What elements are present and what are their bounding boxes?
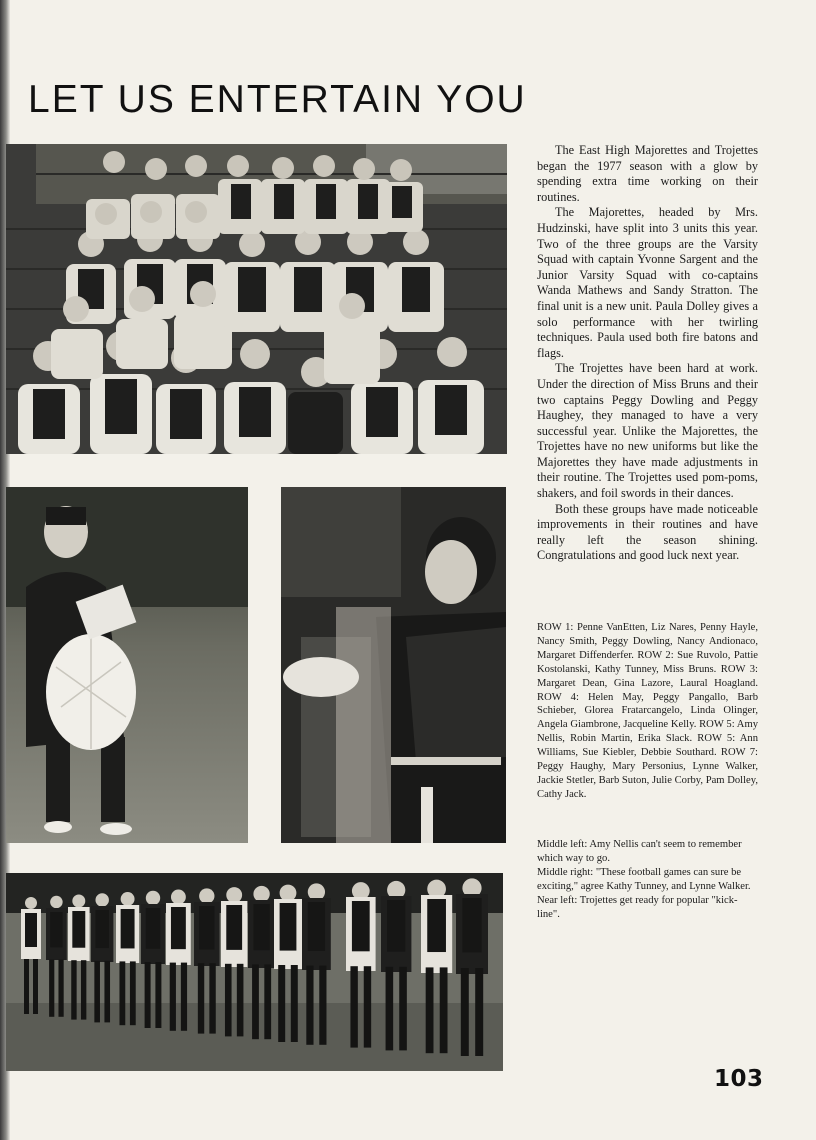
article-paragraph: The Majorettes, headed by Mrs. Hudzinski, have split into 3 units this year. Two of the three groups are the Varsity Squad with captain Yvonne Sargent and the Junior Varsity Squad with co-captains Wanda Mathews and Sandy Stratton. The final unit is a new unit. Paula Dolley gives a solo performance with her twirling techniques. Paula used both fire batons and flags.: [537, 205, 758, 360]
group-photo: [6, 144, 507, 454]
article-paragraph: The East High Majorettes and Trojettes began the 1977 season with a glow by spending extra time working on their routines.: [537, 143, 758, 204]
article-body: [537, 143, 758, 564]
photo-caption: Near left: Trojettes get ready for popular "kick-line".: [537, 894, 738, 920]
page-title: LET US ENTERTAIN YOU: [28, 78, 527, 121]
page-number: 103: [714, 1066, 764, 1092]
row-roster: ROW 1: Penne VanEtten, Liz Nares, Penny Hayle, Nancy Smith, Peggy Dowling, Nancy Andionaco, Margaret Diffenderfer. ROW 2: Sue Ruvolo, Pattie Kostolanski, Kathy Tunney, Miss Bruns. ROW 3: Margaret Dean, Gina Lazore, Laural Hoagland. ROW 4: Helen May, Peggy Pangallo, Barb Schieber, Glorea Fratarcangelo, Linda Olinger, Angela Giambrone, Jacqueline Kelly. ROW 5: Amy Nellis, Robin Martin, Erika Slack. ROW 5: Ann Williams, Sue Kiebler, Debbie Southard. ROW 7: Peggy Haughy, Mary Personius, Lynne Walker, Jackie Stetler, Barb Suton, Julie Corby, Pam Dolley, Cathy Jack.: [537, 622, 758, 800]
photo-caption: Middle left: Amy Nellis can't seem to remember which way to go.: [537, 839, 742, 864]
kickline-photo: [6, 873, 503, 1071]
article-paragraph: The Trojettes have been hard at work. Under the direction of Miss Bruns and their two captains Peggy Dowling and Peggy Haughey, they managed to have a very successful year. Unlike the Majorettes, the Trojettes have no new uniforms but like the Majorettes they have made adjustments in their routine. The Trojettes used pom-poms, shakers, and foil swords in their dances.: [537, 361, 758, 501]
majorette-photo: [6, 487, 248, 843]
photo-captions: [537, 838, 758, 921]
photo-caption: Middle right: "These football games can sure be exciting," agree Kathy Tunney, and Lynne Walker.: [537, 866, 751, 892]
article-paragraph: Both these groups have made noticeable improvements in their routines and have really left the season shining. Congratulations and good luck next year.: [537, 501, 758, 563]
spectators-photo: [281, 487, 506, 843]
